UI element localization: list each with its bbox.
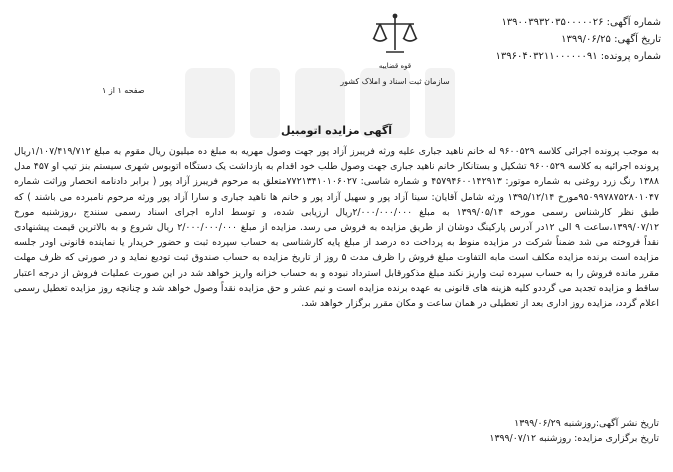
notice-body: به موجب پرونده اجرائی کلاسه ۹۶۰۰۵۲۹ له خانم ناهید جباری علیه ورثه فریبرز آزاد پور جهت وصول مهریه به مبلغ ده میلیون ریال مقوم به مبلغ ۱/۱۰۷/۴۱۹/۷۱۲ریال پرونده اجرائیه به کلاسه ۹۶۰۰۵۲۹ تشکیل و بستانکار خانم ناهید جباری جهت وصول طلب خود اقدام به بازداشت یک دستگاه اتوبوس شهری سیستم بنز تیپ او ۴۵۷ مدل ۱۳۸۸ رنگ زرد روغنی به شماره موتور: ۴۵۷۹۴۶۰۰۱۴۲۹۱۳ و شماره شاسی: ۷۷۲۱۳۴۱۰۱۰۶۰۲۷متعلق به مرحوم فریبرز آزاد پور ( برابر دادنامه انحصار وراثت شماره ۹۵۰۹۹۷۸۷۵۲۸۰۱۰۴۷مورخ ۱۳۹۵/۱۲/۱۴ ورثه شامل آقایان: سینا آزاد پور و سهیل آزاد پور و خانم ها ناهید جباری و سارا آزاد پور ورثه مرحوم نامبرده می باشند ) که طبق نظر کارشناس رسمی مورخه ۱۳۹۹/۰۵/۱۴ به مبلغ ۲/۰۰۰/۰۰۰/۰۰۰ریال ارزیابی شده، و توسط اداره اجرای اسناد رسمی سنندج ،روزشنبه مورخ ۱۳۹۹/۰۷/۱۲،ساعت ۹ الی ۱۲در آدرس پارکینگ دوشان از طریق مزایده به فروش می رسد. مزایده از مبلغ ۲/۰۰۰/۰۰۰/۰۰۰ ریال شروع و به بالاترین قیمت پیشنهادی نقداً فروخته می شد ضمناً شرکت در مزایده منوط به پرداخت ده درصد از مبلغ پایه کارشناسی به حساب سپرده ثبت و حضور خریدار یا نماینده قانونی اودر جلسه مزایده است برنده مزایده مکلف است مابه التفاوت مبلغ فروش را ظرف مدت ۵ روز از تاریخ مزایده به حساب صندوق ثبت تودیع نماید و در صورتی که ظرف مهلت مقرر مانده فروش را به حساب سپرده ثبت واریز نکند مبلغ مذکورقابل استرداد نبوده و به حساب خزانه واریز خواهد شد در این صورت عملیات فروش از درجه اعتبار ساقط و مزایده تجدید می گرددو کلیه هزینه های قانونی به عهده برنده مزایده است و نیم عشر و حق مزایده نقداً وصول خواهد شد و چنانچه روز مزایده تعطیل رسمی اعلام گردد، مزایده روز اداری بعد از تعطیلی در همان ساعت و مکان مقرر برگزار خواهد شد.	[14, 146, 660, 310]
publish-date: تاریخ نشر آگهی:روزشنبه ۱۳۹۹/۰۶/۲۹	[514, 418, 659, 429]
auction-date: تاریخ برگزاری مزایده: روزشنبه ۱۳۹۹/۰۷/۱۲	[489, 433, 659, 445]
notice-title: آگهی مزایده اتومبیل	[280, 124, 393, 137]
notice-number: شماره آگهی: ۱۳۹۰۰۳۹۳۲۰۳۵۰۰۰۰۰۲۶	[501, 17, 661, 28]
organization-name: سازمان ثبت اسناد و املاک کشور	[340, 77, 450, 86]
organization-emblem-block	[340, 12, 450, 88]
justice-scales-icon	[368, 12, 422, 56]
judiciary-caption: قوه قضاییه	[378, 62, 412, 70]
notice-footer	[14, 416, 659, 446]
page-number: صفحه ۱ از ۱	[102, 86, 145, 95]
notice-date: تاریخ آگهی: ۱۳۹۹/۰۶/۲۵	[561, 34, 661, 45]
case-number: شماره پرونده: ۱۳۹۶۰۴۰۳۲۱۱۰۰۰۰۰۰۹۱	[495, 51, 661, 62]
